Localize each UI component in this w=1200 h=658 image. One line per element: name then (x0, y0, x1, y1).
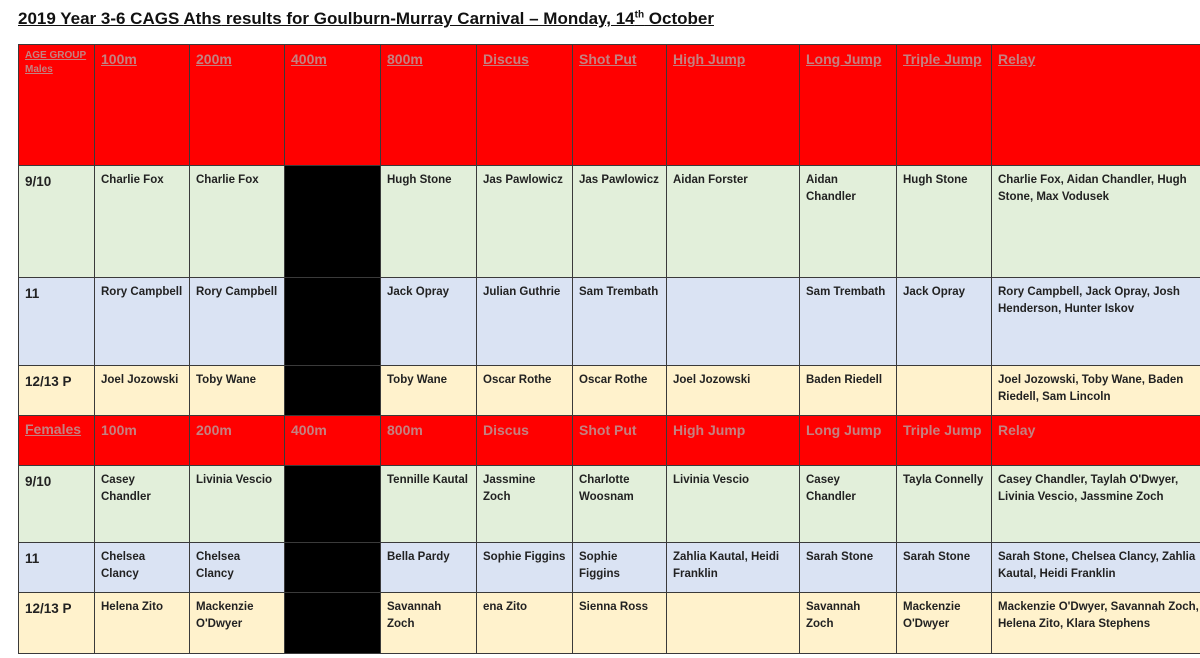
males_header-group-label: AGE GROUP Males (19, 45, 95, 166)
blackout-cell (285, 366, 381, 416)
males_header-event-header: Triple Jump (897, 45, 992, 166)
males_header-event-header: High Jump (667, 45, 800, 166)
result-cell: Livinia Vescio (667, 466, 800, 543)
result-cell: Joel Jozowski (667, 366, 800, 416)
result-cell: Baden Riedell (800, 366, 897, 416)
result-cell: Casey Chandler (95, 466, 190, 543)
document-title (18, 9, 714, 29)
result-cell: Hugh Stone (381, 166, 477, 278)
females_header-event-header: High Jump (667, 416, 800, 466)
age-group-cell: 11 (19, 543, 95, 593)
result-cell: Jas Pawlowicz (477, 166, 573, 278)
age-group-cell: 9/10 (19, 466, 95, 543)
result-cell: Hugh Stone (897, 166, 992, 278)
males_header-event-header: Discus (477, 45, 573, 166)
males_header-event-header: 100m (95, 45, 190, 166)
result-cell: Sarah Stone (800, 543, 897, 593)
blackout-cell (285, 466, 381, 543)
result-cell: Livinia Vescio (190, 466, 285, 543)
result-cell (667, 278, 800, 366)
blackout-cell (285, 593, 381, 654)
result-cell: Charlie Fox (95, 166, 190, 278)
title-sup: th (634, 9, 645, 21)
result-cell: Charlie Fox, Aidan Chandler, Hugh Stone, Max Vodusek (992, 166, 1200, 278)
result-cell: Oscar Rothe (477, 366, 573, 416)
result-cell: Sarah Stone (897, 543, 992, 593)
result-cell: Sophie Figgins (477, 543, 573, 593)
females_header-event-header: Discus (477, 416, 573, 466)
result-cell: Aidan Forster (667, 166, 800, 278)
result-cell: Joel Jozowski, Toby Wane, Baden Riedell, Sam Lincoln (992, 366, 1200, 416)
result-cell: Savannah Zoch (800, 593, 897, 654)
females_header-event-header: 100m (95, 416, 190, 466)
result-cell: Sophie Figgins (573, 543, 667, 593)
result-cell: Rory Campbell (190, 278, 285, 366)
females_header-event-header: 400m (285, 416, 381, 466)
result-cell (897, 366, 992, 416)
males_header-event-header: Shot Put (573, 45, 667, 166)
result-cell: Jack Opray (381, 278, 477, 366)
result-cell: Charlie Fox (190, 166, 285, 278)
result-cell: Savannah Zoch (381, 593, 477, 654)
age-group-cell: 11 (19, 278, 95, 366)
result-cell: Chelsea Clancy (190, 543, 285, 593)
age-group-cell: 12/13 P (19, 593, 95, 654)
result-cell: Sam Trembath (573, 278, 667, 366)
result-cell: Mackenzie O'Dwyer (190, 593, 285, 654)
result-cell: Casey Chandler (800, 466, 897, 543)
result-row (19, 366, 1200, 416)
males_header-event-header: 200m (190, 45, 285, 166)
females_header-event-header: Triple Jump (897, 416, 992, 466)
title-aths: Aths (183, 9, 222, 28)
females_header-event-header: 200m (190, 416, 285, 466)
result-cell: Sam Trembath (800, 278, 897, 366)
title-mid: results for Goulburn-Murray Carnival – Monday, 14 (221, 9, 635, 28)
result-cell: Aidan Chandler (800, 166, 897, 278)
result-cell: Mackenzie O'Dwyer (897, 593, 992, 654)
result-cell (667, 593, 800, 654)
result-row (19, 278, 1200, 366)
result-cell: Jack Opray (897, 278, 992, 366)
result-cell: Zahlia Kautal, Heidi Franklin (667, 543, 800, 593)
result-cell: Rory Campbell (95, 278, 190, 366)
result-cell: Tayla Connelly (897, 466, 992, 543)
males_header-event-header: Long Jump (800, 45, 897, 166)
blackout-cell (285, 278, 381, 366)
result-cell: Joel Jozowski (95, 366, 190, 416)
results-table (18, 44, 1200, 654)
males_header-event-header: 800m (381, 45, 477, 166)
title-prefix: 2019 Year 3-6 CAGS (18, 9, 184, 28)
result-cell: ena Zito (477, 593, 573, 654)
result-row (19, 543, 1200, 593)
females_header-group-label: Females (19, 416, 95, 466)
males_header-row (19, 45, 1200, 166)
blackout-cell (285, 166, 381, 278)
males_header-event-header: 400m (285, 45, 381, 166)
result-cell: Toby Wane (381, 366, 477, 416)
result-cell: Helena Zito (95, 593, 190, 654)
blackout-cell (285, 543, 381, 593)
result-cell: Tennille Kautal (381, 466, 477, 543)
result-cell: Jas Pawlowicz (573, 166, 667, 278)
females_header-event-header: 800m (381, 416, 477, 466)
result-cell: Mackenzie O'Dwyer, Savannah Zoch, Helena Zito, Klara Stephens (992, 593, 1200, 654)
age-group-cell: 12/13 P (19, 366, 95, 416)
result-cell: Jassmine Zoch (477, 466, 573, 543)
result-cell: Bella Pardy (381, 543, 477, 593)
females_header-row (19, 416, 1200, 466)
result-cell: Toby Wane (190, 366, 285, 416)
title-suffix: October (644, 9, 714, 28)
males_header-event-header: Relay (992, 45, 1200, 166)
result-cell: Julian Guthrie (477, 278, 573, 366)
result-row (19, 166, 1200, 278)
result-cell: Sienna Ross (573, 593, 667, 654)
result-cell: Charlotte Woosnam (573, 466, 667, 543)
result-cell: Sarah Stone, Chelsea Clancy, Zahlia Kautal, Heidi Franklin (992, 543, 1200, 593)
females_header-event-header: Relay (992, 416, 1200, 466)
females_header-event-header: Shot Put (573, 416, 667, 466)
result-cell: Casey Chandler, Taylah O'Dwyer, Livinia Vescio, Jassmine Zoch (992, 466, 1200, 543)
age-group-cell: 9/10 (19, 166, 95, 278)
result-cell: Oscar Rothe (573, 366, 667, 416)
result-row (19, 466, 1200, 543)
females_header-event-header: Long Jump (800, 416, 897, 466)
result-cell: Chelsea Clancy (95, 543, 190, 593)
result-row (19, 593, 1200, 654)
result-cell: Rory Campbell, Jack Opray, Josh Henderson, Hunter Iskov (992, 278, 1200, 366)
